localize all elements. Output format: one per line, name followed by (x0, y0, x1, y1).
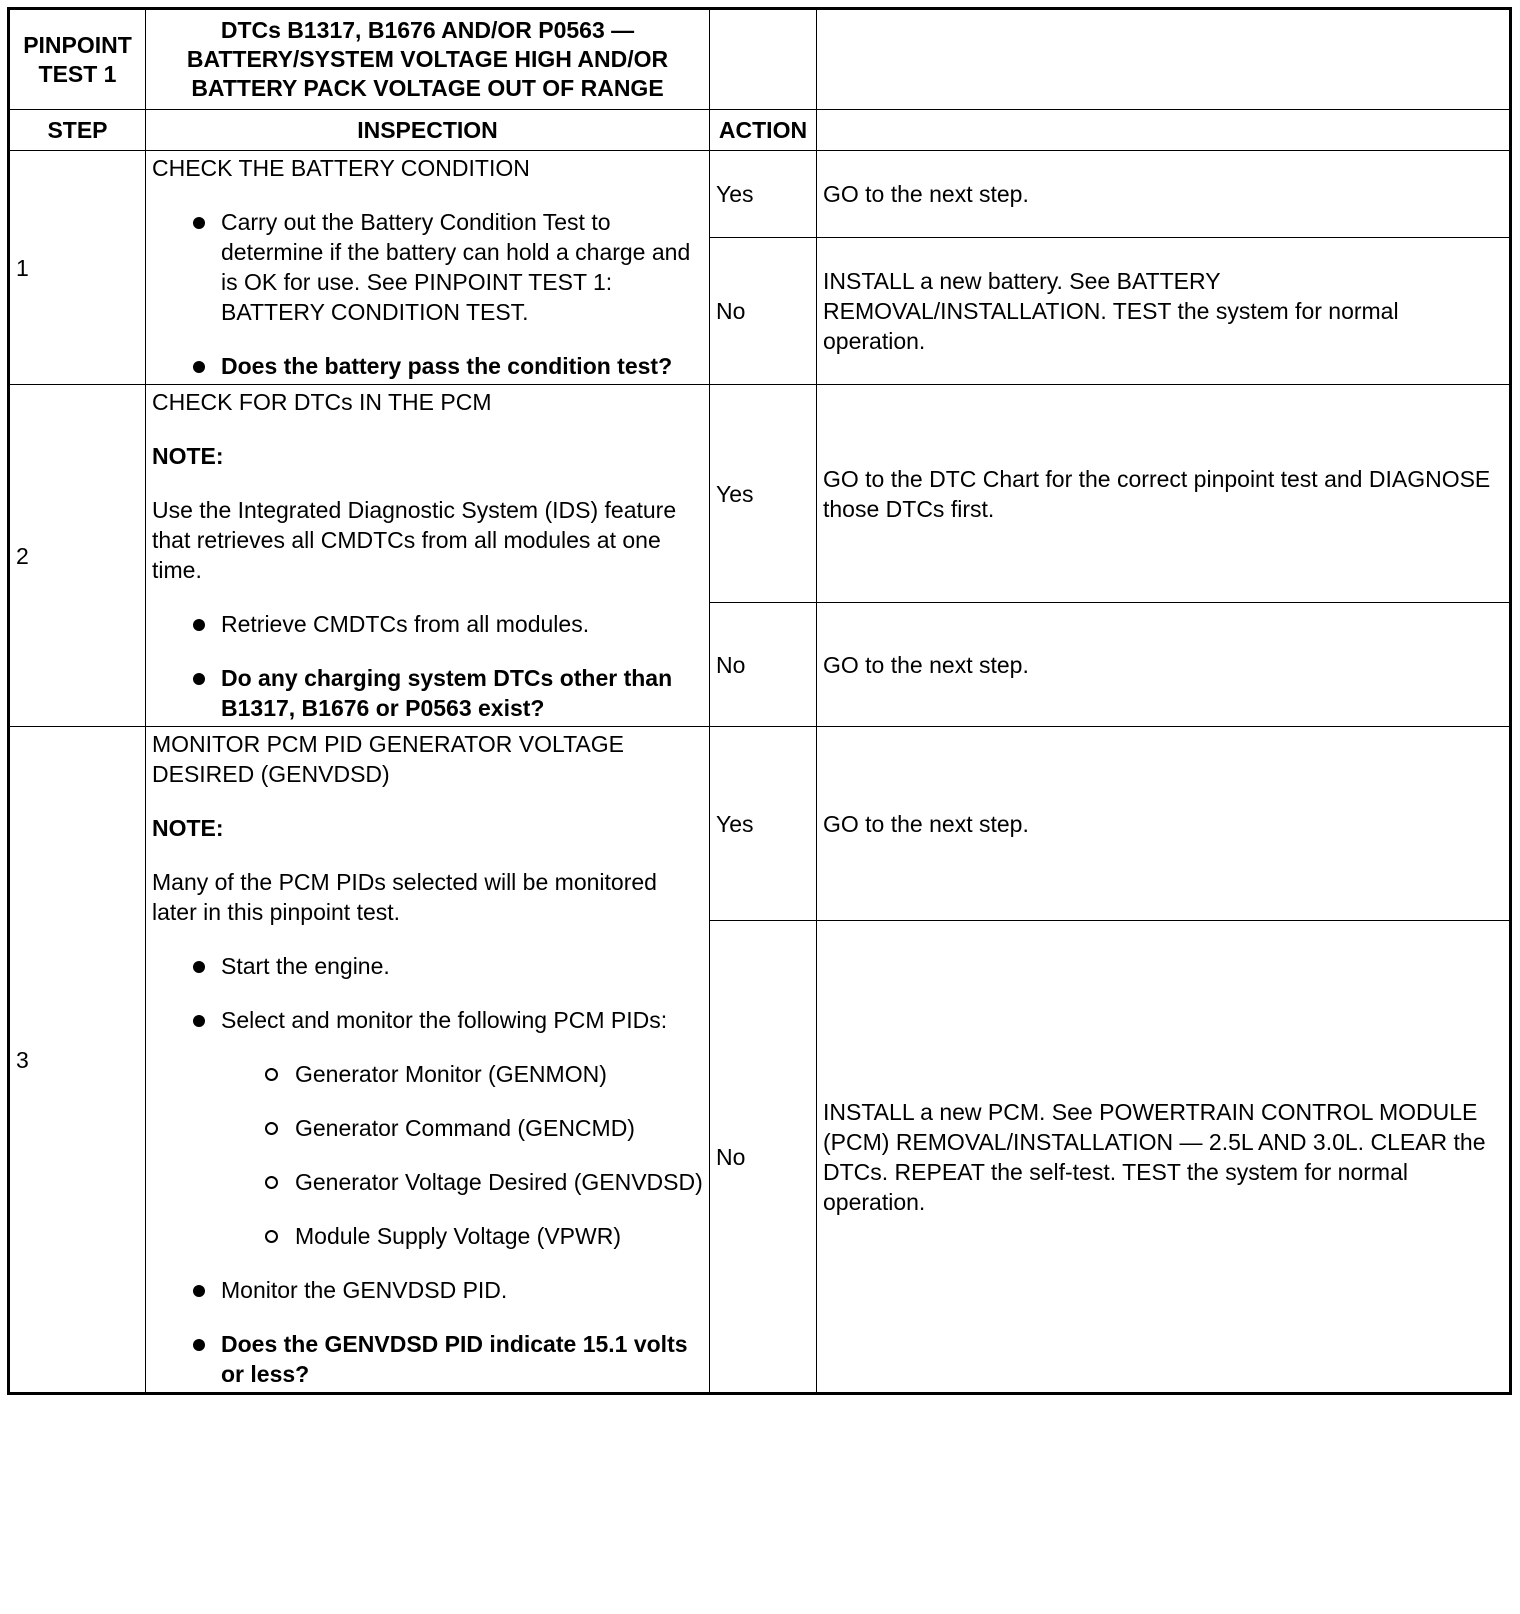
step-inspection (146, 151, 710, 385)
step-question: Does the battery pass the condition test? (221, 351, 703, 381)
yes-action: GO to the DTC Chart for the correct pinpoint test and DIAGNOSE those DTCs first. (817, 385, 1511, 603)
pid-list (221, 1059, 703, 1251)
step-row (9, 727, 1511, 921)
pid-item: Generator Command (GENCMD) (295, 1113, 703, 1143)
header-blank-cell (817, 110, 1511, 151)
no-action: INSTALL a new PCM. See POWERTRAIN CONTROL MODULE (PCM) REMOVAL/INSTALLATION — 2.5L AND 3.0L. CLEAR the DTCs. REPEAT the self-test. TEST the system for normal operation. (817, 921, 1511, 1394)
inspection-column-header: INSPECTION (146, 110, 710, 151)
step-column-header: STEP (9, 110, 146, 151)
yes-action: GO to the next step. (817, 727, 1511, 921)
step-question: Do any charging system DTCs other than B1317, B1676 or P0563 exist? (221, 663, 703, 723)
yes-label: Yes (710, 385, 817, 603)
pid-item: Generator Monitor (GENMON) (295, 1059, 703, 1089)
bullet-list (152, 609, 703, 723)
bullet-item (221, 1005, 703, 1251)
bullet-list (152, 951, 703, 1389)
yes-label: Yes (710, 151, 817, 238)
note-text: Use the Integrated Diagnostic System (IDS) feature that retrieves all CMDTCs from all modules at one time. (152, 497, 677, 583)
no-action: INSTALL a new battery. See BATTERY REMOVAL/INSTALLATION. TEST the system for normal operation. (817, 238, 1511, 385)
pinpoint-test-table (7, 7, 1512, 1395)
no-action: GO to the next step. (817, 603, 1511, 727)
bullet-item: Retrieve CMDTCs from all modules. (221, 609, 703, 639)
yes-label: Yes (710, 727, 817, 921)
step-number: 1 (9, 151, 146, 385)
step-number: 3 (9, 727, 146, 1394)
step-question: Does the GENVDSD PID indicate 15.1 volts or less? (221, 1329, 703, 1389)
no-label: No (710, 603, 817, 727)
note-label: NOTE: (152, 443, 224, 469)
test-title: DTCs B1317, B1676 AND/OR P0563 — BATTERY/SYSTEM VOLTAGE HIGH AND/OR BATTERY PACK VOLTAGE OUT OF RANGE (146, 9, 710, 110)
bullet-list (152, 207, 703, 381)
yes-action: GO to the next step. (817, 151, 1511, 238)
step-inspection (146, 727, 710, 1394)
pid-item: Generator Voltage Desired (GENVDSD) (295, 1169, 703, 1195)
column-header-row (9, 110, 1511, 151)
bullet-item: Monitor the GENVDSD PID. (221, 1275, 703, 1305)
step-row (9, 385, 1511, 603)
bullet-item: Start the engine. (221, 951, 703, 981)
title-blank-cell (817, 9, 1511, 110)
note-label: NOTE: (152, 815, 224, 841)
step-row (9, 151, 1511, 238)
bullet-text: Select and monitor the following PCM PIDs: (221, 1007, 668, 1033)
step-title: MONITOR PCM PID GENERATOR VOLTAGE DESIRED (GENVDSD) (152, 731, 624, 787)
step-title: CHECK THE BATTERY CONDITION (152, 155, 530, 181)
pid-item: Module Supply Voltage (VPWR) (295, 1221, 703, 1251)
no-label: No (710, 921, 817, 1394)
step-inspection (146, 385, 710, 727)
action-column-header: ACTION (710, 110, 817, 151)
title-row (9, 9, 1511, 110)
bullet-item: Carry out the Battery Condition Test to determine if the battery can hold a charge and is OK for use. See PINPOINT TEST 1: BATTERY CONDITION TEST. (221, 207, 703, 327)
no-label: No (710, 238, 817, 385)
pinpoint-label: PINPOINT TEST 1 (9, 9, 146, 110)
note-text: Many of the PCM PIDs selected will be monitored later in this pinpoint test. (152, 869, 657, 925)
title-blank-cell (710, 9, 817, 110)
step-title: CHECK FOR DTCs IN THE PCM (152, 389, 492, 415)
step-number: 2 (9, 385, 146, 727)
